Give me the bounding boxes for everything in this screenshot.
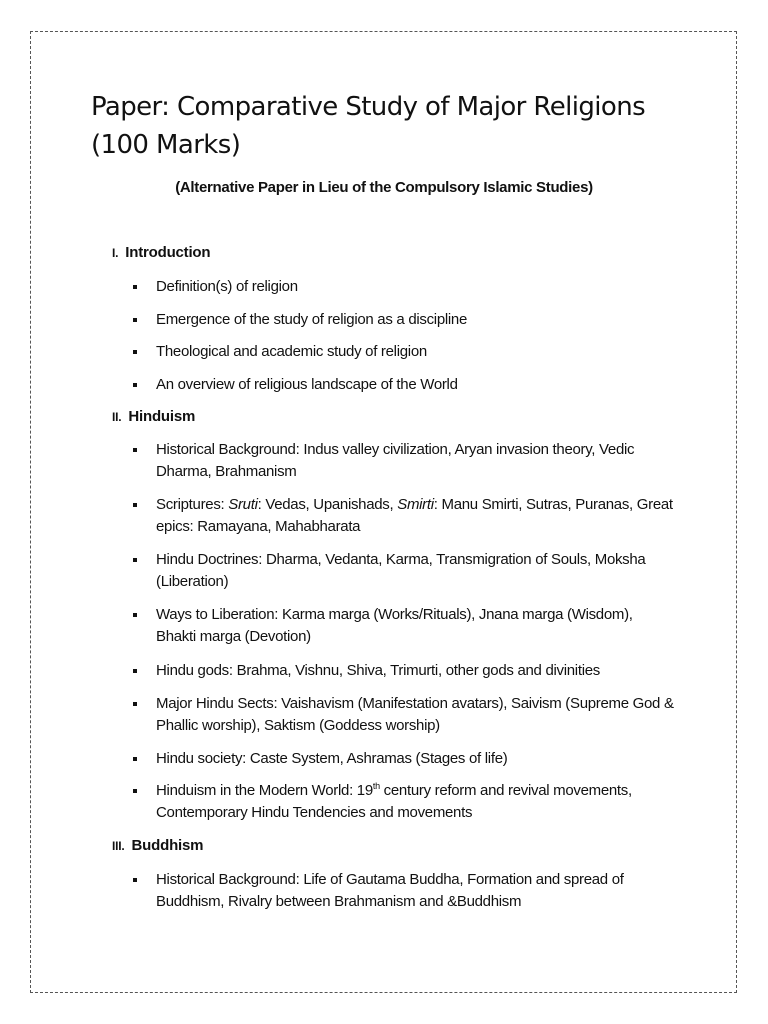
section-title: Buddhism <box>131 837 204 854</box>
list-item-text: Hinduism in the Modern World: 19th century reform and revival movements, <box>156 781 632 799</box>
section-numeral: III. <box>112 839 125 853</box>
section-heading-hinduism <box>112 407 195 427</box>
list-item-text: Hindu society: Caste System, Ashramas (Stages of life) <box>156 750 508 767</box>
list-item-text: Buddhism, Rivalry between Brahmanism and &Buddhism <box>156 893 522 910</box>
paper-subtitle: (Alternative Paper in Lieu of the Compulsory Islamic Studies) <box>175 179 593 196</box>
section-title: Hinduism <box>128 408 196 425</box>
list-item-text: Definition(s) of religion <box>156 278 298 295</box>
bullet-icon <box>133 669 137 673</box>
bullet-icon <box>133 789 137 793</box>
section-heading-buddhism <box>112 836 203 856</box>
bullet-icon <box>133 878 137 882</box>
list-item-text: Scriptures: Sruti: Vedas, Upanishads, Smirti: Manu Smirti, Sutras, Puranas, Great <box>156 496 673 513</box>
bullet-icon <box>133 383 137 387</box>
section-numeral: II. <box>112 410 122 424</box>
bullet-icon <box>133 318 137 322</box>
list-item-text: (Liberation) <box>156 573 229 590</box>
bullet-icon <box>133 503 137 507</box>
list-item-text: Hindu gods: Brahma, Vishnu, Shiva, Trimurti, other gods and divinities <box>156 662 600 679</box>
bullet-icon <box>133 448 137 452</box>
section-numeral: I. <box>112 246 119 260</box>
bullet-icon <box>133 350 137 354</box>
list-item-text: Emergence of the study of religion as a discipline <box>156 311 468 328</box>
list-item-text: Dharma, Brahmanism <box>156 463 297 480</box>
list-item-text: Hindu Doctrines: Dharma, Vedanta, Karma, Transmigration of Souls, Moksha <box>156 551 646 568</box>
list-item-text: Major Hindu Sects: Vaishavism (Manifestation avatars), Saivism (Supreme God & <box>156 695 674 712</box>
bullet-icon <box>133 558 137 562</box>
list-item-text: Theological and academic study of religion <box>156 343 427 360</box>
section-title: Introduction <box>125 244 211 261</box>
section-heading-introduction <box>112 243 210 263</box>
list-item-text: Phallic worship), Saktism (Goddess worship) <box>156 717 440 734</box>
bullet-icon <box>133 702 137 706</box>
list-item-text: Ways to Liberation: Karma marga (Works/Rituals), Jnana marga (Wisdom), <box>156 606 633 623</box>
paper-title-line-1: Paper: Comparative Study of Major Religions <box>91 92 646 122</box>
paper-title-line-2: (100 Marks) <box>91 130 241 160</box>
bullet-icon <box>133 757 137 761</box>
list-item-text: Contemporary Hindu Tendencies and movements <box>156 804 473 821</box>
list-item-text: Bhakti marga (Devotion) <box>156 628 311 645</box>
list-item-text: epics: Ramayana, Mahabharata <box>156 518 361 535</box>
list-item-text: Historical Background: Life of Gautama Buddha, Formation and spread of <box>156 871 624 888</box>
list-item-text: An overview of religious landscape of the World <box>156 376 458 393</box>
bullet-icon <box>133 613 137 617</box>
paper-title <box>91 88 711 164</box>
list-item-text: Historical Background: Indus valley civilization, Aryan invasion theory, Vedic <box>156 441 635 458</box>
bullet-icon <box>133 285 137 289</box>
